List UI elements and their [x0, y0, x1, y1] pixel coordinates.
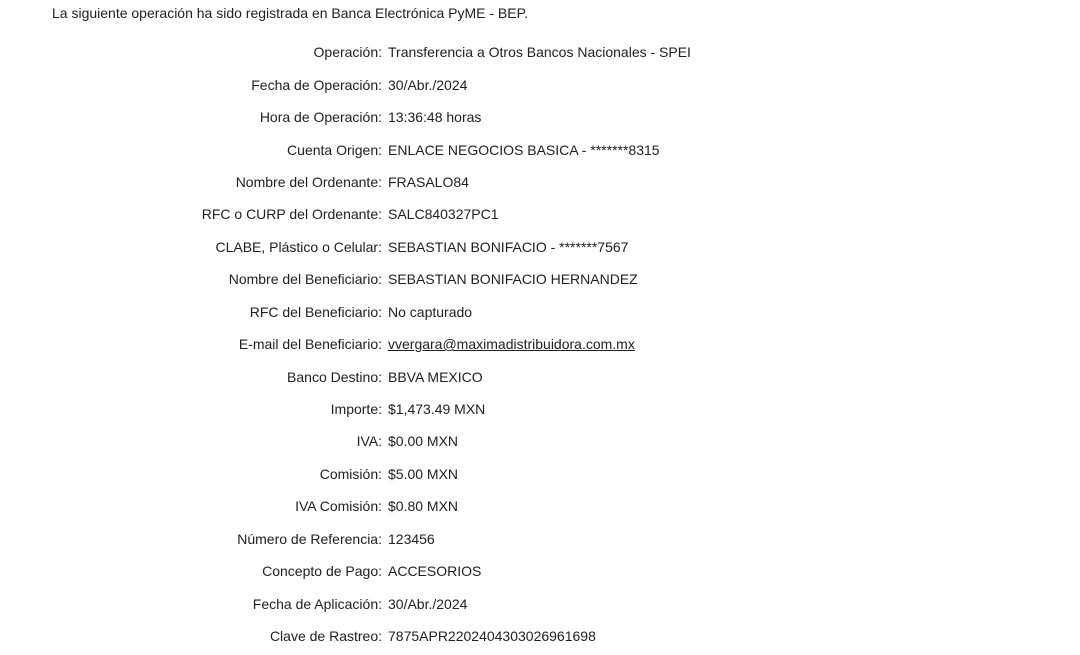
label-rfc-beneficiario: RFC del Beneficiario: — [249, 303, 382, 320]
value-rfc-ordenante: SALC840327PC1 — [388, 206, 499, 223]
operation-details — [0, 36, 1080, 652]
row-comision — [0, 458, 1080, 490]
row-fecha-operacion — [0, 68, 1080, 100]
label-fecha-operacion: Fecha de Operación: — [251, 76, 382, 93]
label-email-beneficiario: E-mail del Beneficiario: — [238, 336, 382, 353]
value-operacion: Transferencia a Otros Bancos Nacionales - SPEI — [388, 44, 691, 61]
label-comision: Comisión: — [319, 465, 382, 482]
value-iva-comision: $0.80 MXN — [388, 498, 459, 515]
row-iva-comision — [0, 490, 1080, 522]
row-importe — [0, 393, 1080, 425]
value-fecha-operacion: 30/Abr./2024 — [388, 76, 468, 93]
value-importe: $1,473.49 MXN — [388, 401, 486, 418]
label-iva: IVA: — [356, 433, 382, 450]
row-fecha-aplicacion — [0, 587, 1080, 619]
value-concepto-pago: ACCESORIOS — [388, 563, 482, 580]
label-numero-referencia: Número de Referencia: — [237, 530, 382, 547]
row-operacion — [0, 36, 1080, 68]
label-rfc-ordenante: RFC o CURP del Ordenante: — [201, 206, 382, 223]
value-clabe: SEBASTIAN BONIFACIO - *******7567 — [388, 238, 629, 255]
email-beneficiario-link[interactable]: vvergara@maximadistribuidora.com.mx — [388, 336, 635, 353]
value-banco-destino: BBVA MEXICO — [388, 368, 483, 385]
row-nombre-beneficiario — [0, 263, 1080, 295]
value-fecha-aplicacion: 30/Abr./2024 — [388, 595, 468, 612]
label-nombre-beneficiario: Nombre del Beneficiario: — [228, 271, 382, 288]
value-hora-operacion: 13:36:48 horas — [388, 109, 482, 126]
row-cuenta-origen — [0, 133, 1080, 165]
label-hora-operacion: Hora de Operación: — [259, 109, 382, 126]
value-numero-referencia: 123456 — [388, 530, 435, 547]
row-iva — [0, 425, 1080, 457]
row-concepto-pago — [0, 555, 1080, 587]
row-nombre-ordenante — [0, 166, 1080, 198]
intro-text: La siguiente operación ha sido registrada en Banca Electrónica PyME - BEP. — [52, 5, 529, 21]
label-importe: Importe: — [330, 401, 382, 418]
label-operacion: Operación: — [313, 44, 382, 61]
row-rfc-beneficiario — [0, 296, 1080, 328]
value-cuenta-origen: ENLACE NEGOCIOS BASICA - *******8315 — [388, 141, 660, 158]
label-clave-rastreo: Clave de Rastreo: — [269, 628, 382, 645]
label-cuenta-origen: Cuenta Origen: — [287, 141, 382, 158]
value-rfc-beneficiario: No capturado — [388, 303, 473, 320]
value-iva: $0.00 MXN — [388, 433, 459, 450]
row-clabe — [0, 231, 1080, 263]
label-fecha-aplicacion: Fecha de Aplicación: — [252, 595, 382, 612]
row-clave-rastreo — [0, 620, 1080, 652]
row-hora-operacion — [0, 101, 1080, 133]
row-numero-referencia — [0, 523, 1080, 555]
label-clabe: CLABE, Plástico o Celular: — [215, 238, 382, 255]
value-nombre-beneficiario: SEBASTIAN BONIFACIO HERNANDEZ — [388, 271, 638, 288]
row-rfc-ordenante — [0, 198, 1080, 230]
label-banco-destino: Banco Destino: — [287, 368, 382, 385]
label-concepto-pago: Concepto de Pago: — [262, 563, 382, 580]
value-comision: $5.00 MXN — [388, 465, 459, 482]
row-banco-destino — [0, 360, 1080, 392]
label-nombre-ordenante: Nombre del Ordenante: — [235, 173, 382, 190]
value-nombre-ordenante: FRASALO84 — [388, 173, 469, 190]
value-clave-rastreo: 7875APR2202404303026961698 — [388, 628, 596, 645]
row-email-beneficiario — [0, 328, 1080, 360]
label-iva-comision: IVA Comisión: — [295, 498, 382, 515]
